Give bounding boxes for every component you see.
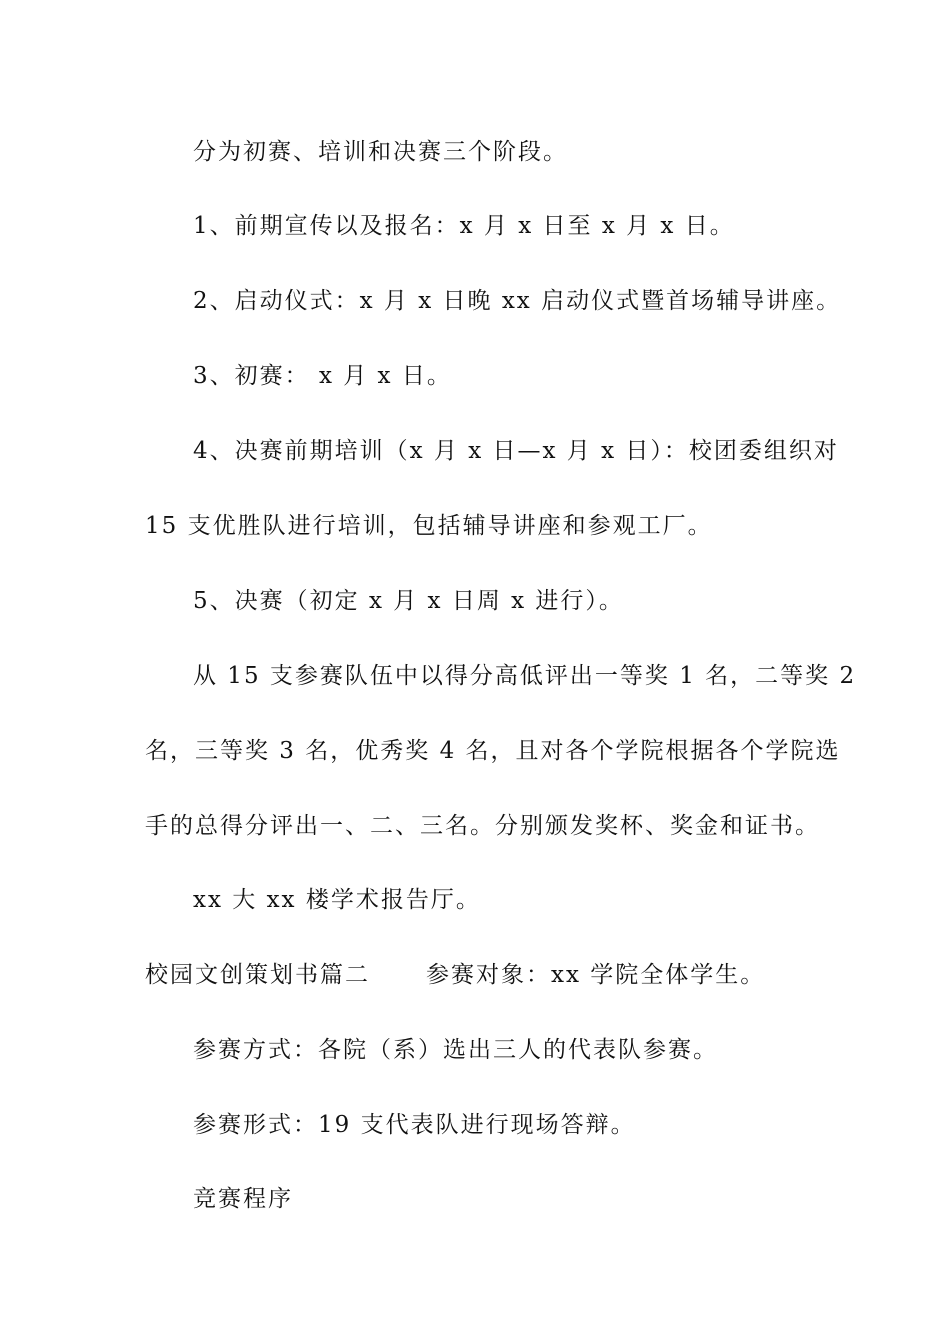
paragraph-procedure: 竞赛程序 — [193, 1186, 293, 1212]
paragraph-venue: xx 大 xx 楼学术报告厅。 — [193, 887, 481, 913]
paragraph-final: 5、决赛（初定 x 月 x 日周 x 进行）。 — [193, 588, 624, 614]
paragraph-training: 4、决赛前期培训（x 月 x 日—x 月 x 日）：校团委组织对 — [193, 438, 839, 464]
section-heading: 校园文创策划书篇二 — [145, 962, 370, 988]
paragraph-registration: 1、前期宣传以及报名：x 月 x 日至 x 月 x 日。 — [193, 213, 735, 239]
paragraph-participants: 参赛对象：xx 学院全体学生。 — [426, 962, 766, 988]
paragraph-stages: 分为初赛、培训和决赛三个阶段。 — [193, 139, 568, 165]
paragraph-launch-ceremony: 2、启动仪式：x 月 x 日晚 xx 启动仪式暨首场辅导讲座。 — [193, 288, 842, 314]
paragraph-awards: 从 15 支参赛队伍中以得分高低评出一等奖 1 名，二等奖 2 — [193, 663, 857, 689]
paragraph-method: 参赛方式：各院（系）选出三人的代表队参赛。 — [193, 1037, 718, 1063]
paragraph-format: 参赛形式：19 支代表队进行现场答辩。 — [193, 1112, 636, 1138]
paragraph-awards-cont-2: 手的总得分评出一、二、三名。分别颁发奖杯、奖金和证书。 — [145, 813, 820, 839]
paragraph-training-cont: 15 支优胜队进行培训，包括辅导讲座和参观工厂。 — [145, 513, 713, 539]
paragraph-awards-cont-1: 名，三等奖 3 名，优秀奖 4 名，且对各个学院根据各个学院选 — [145, 738, 841, 764]
section-heading-line — [145, 960, 765, 990]
paragraph-preliminary: 3、初赛： x 月 x 日。 — [193, 363, 452, 389]
